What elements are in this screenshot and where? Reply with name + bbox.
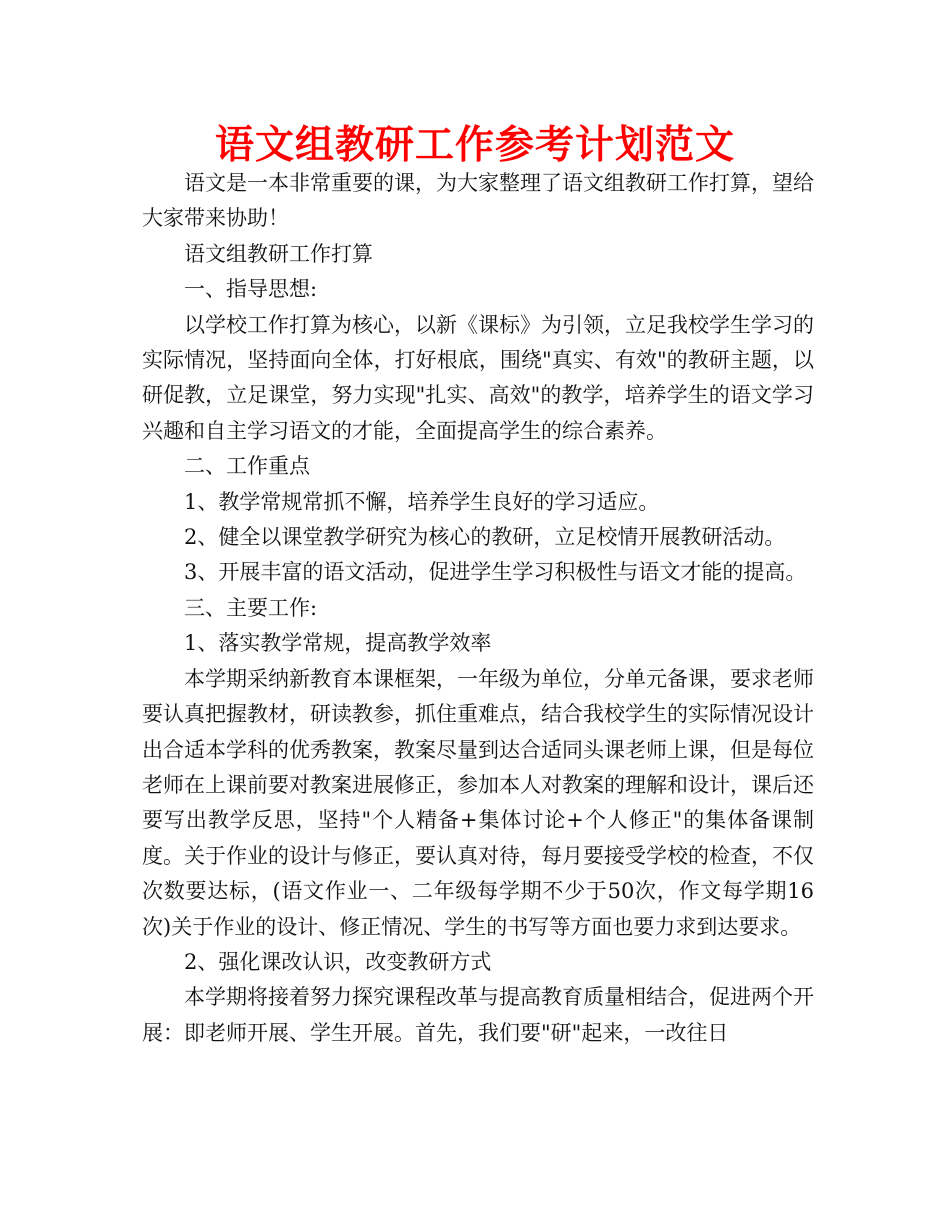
work-focus-item-1: 1、教学常规常抓不懈，培养学生良好的学习适应。: [184, 489, 660, 514]
section-heading-guiding-ideas: 一、指导思想:: [184, 277, 318, 302]
intro-paragraph: 语文是一本非常重要的课，为大家整理了语文组教研工作打算，望给大家带来协助！: [142, 171, 814, 231]
main-work-paragraph-2: 本学期将接着努力探究课程改革与提高教育质量相结合，促进两个开展：即老师开展、学生开展。首先，我们要"研"起来，一改往日: [142, 985, 814, 1045]
plan-heading: 语文组教研工作打算: [184, 241, 373, 266]
work-focus-item-2: 2、健全以课堂教学研究为核心的教研，立足校情开展教研活动。: [184, 525, 786, 550]
main-work-subheading-1: 1、落实教学常规，提高教学效率: [184, 631, 492, 656]
work-focus-item-3: 3、开展丰富的语文活动，促进学生学习积极性与语文才能的提高。: [184, 560, 807, 585]
main-work-paragraph-1: 本学期采纳新教育本课框架，一年级为单位，分单元备课，要求老师要认真把握教材，研读教参，抓住重难点，结合我校学生的实际情况设计出合适本学科的优秀教案，教案尽量到达合适同头课老师上课，但是每位老师在上课前要对教案进展修正，参加本人对教案的理解和设计，课后还要写出教学反思，坚持"个人精备+集体讨论+个人修正"的集体备课制度。关于作业的设计与修正，要认真对待，每月要接受学校的检查，不仅次数要达标，(语文作业一、二年级每学期不少于50次，作文每学期16次)关于作业的设计、修正情况、学生的书写等方面也要力求到达要求。: [142, 666, 814, 939]
document-body: [142, 166, 814, 1051]
section-heading-work-focus: 二、工作重点: [184, 454, 310, 479]
guiding-ideas-paragraph: 以学校工作打算为核心，以新《课标》为引领，立足我校学生学习的实际情况，坚持面向全体，打好根底，围绕"真实、有效"的教研主题，以研促教，立足课堂，努力实现"扎实、高效"的教学，培养学生的语文学习兴趣和自主学习语文的才能，全面提高学生的综合素养。: [142, 312, 814, 443]
section-heading-main-work: 三、主要工作:: [184, 595, 318, 620]
main-work-subheading-2: 2、强化课改认识，改变教研方式: [184, 949, 492, 974]
document-title: 语文组教研工作参考计划范文: [214, 122, 735, 168]
